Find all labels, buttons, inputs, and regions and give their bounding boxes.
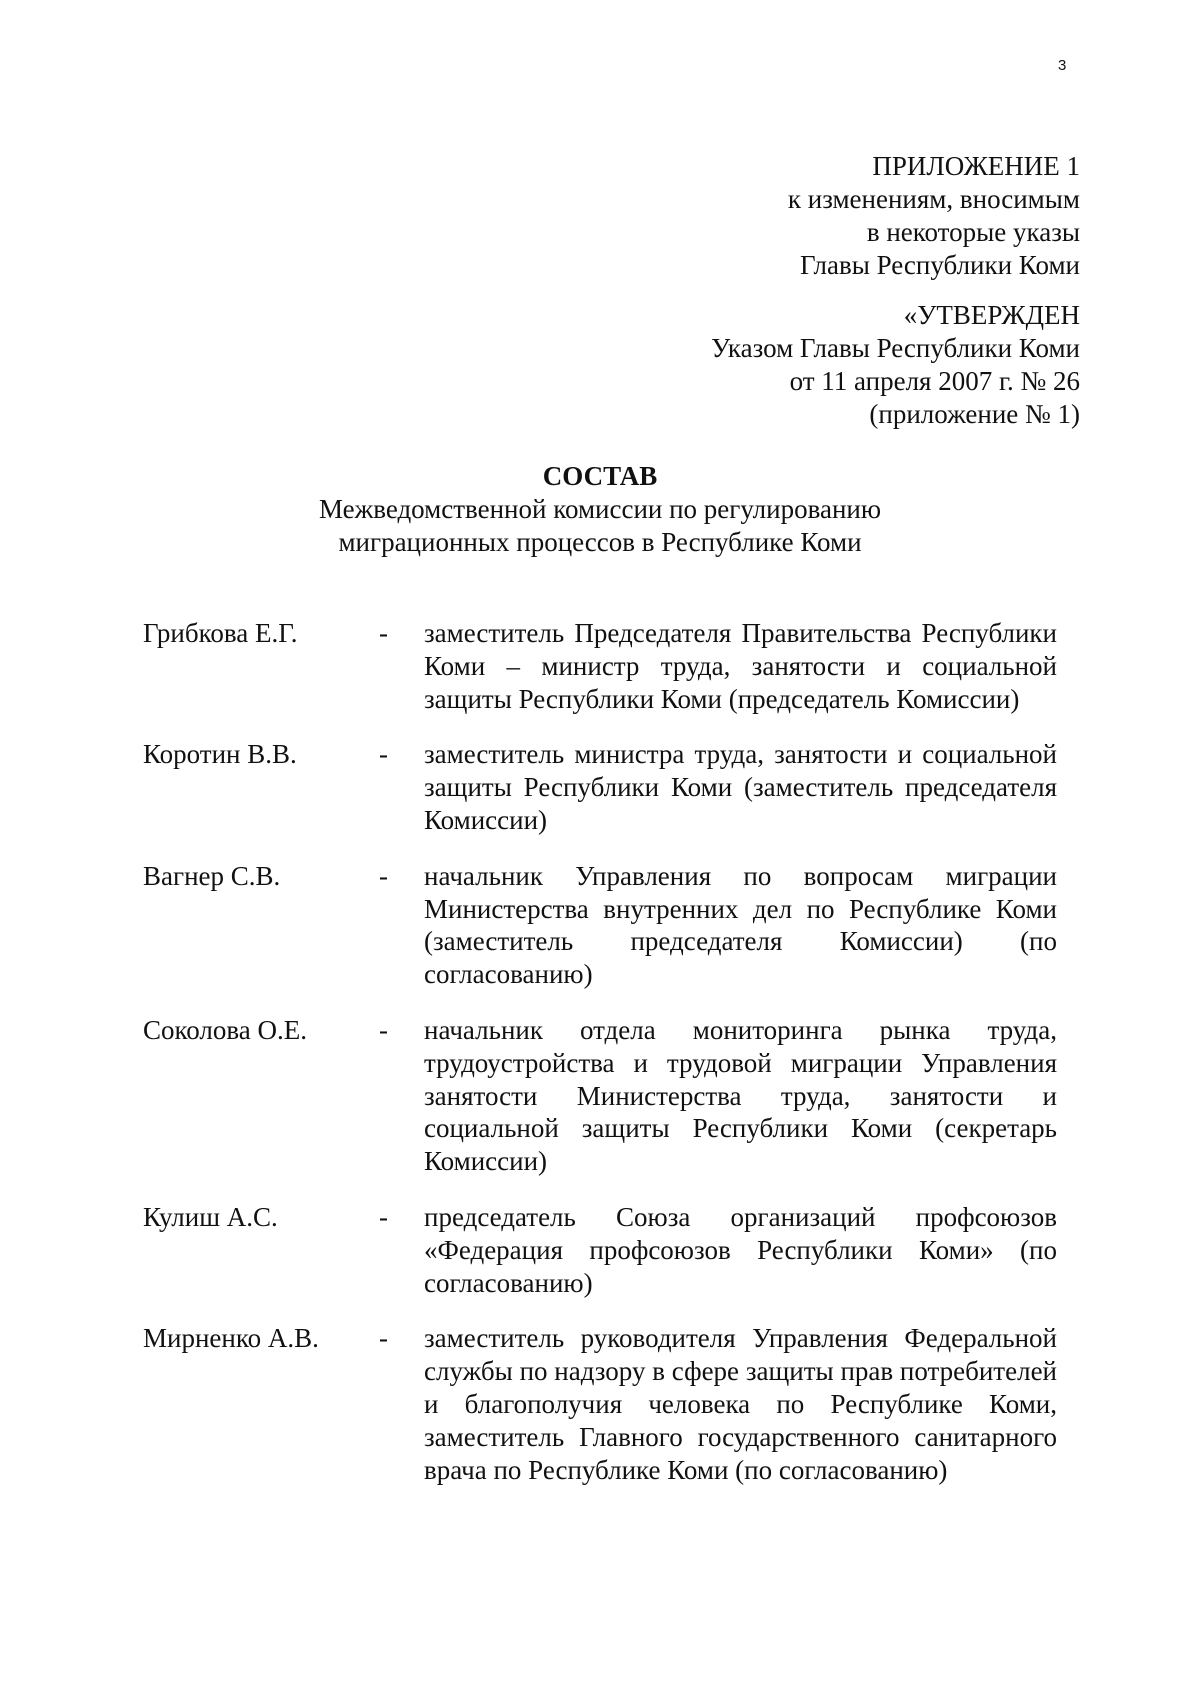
member-dash: - — [379, 739, 388, 770]
approval-title: «УТВЕРЖДЕН — [903, 300, 1080, 330]
member-row — [143, 1014, 1057, 1178]
appendix-block — [788, 150, 1080, 282]
appendix-line: в некоторые указы — [866, 217, 1080, 247]
document-subtitle: Межведомственной комиссии по регулированию — [318, 494, 882, 524]
approval-line: (приложение № 1) — [869, 399, 1080, 429]
member-role: начальник Управления по вопросам миграции Министерства внутренних дел по Республике Коми (заместитель председателя Комиссии) (по согласованию) — [424, 860, 1057, 990]
member-name: Вагнер С.В. — [143, 860, 281, 891]
approval-block — [711, 299, 1080, 431]
member-name: Коротин В.В. — [143, 739, 297, 770]
approval-line: от 11 апреля 2007 г. № 26 — [789, 366, 1080, 396]
member-dash: - — [379, 618, 388, 648]
member-name: Мирненко А.В. — [143, 1323, 319, 1354]
member-row — [143, 617, 1057, 715]
member-name: Соколова О.Е. — [143, 1014, 307, 1045]
member-role: начальник отдела мониторинга рынка труда, трудоустройства и трудовой миграции Управления занятости Министерства труда, занятости и социальной защиты Республики Коми (секретарь Комиссии) — [424, 1014, 1057, 1177]
approval-line: Указом Главы Республики Коми — [711, 333, 1080, 363]
appendix-line: Главы Республики Коми — [799, 250, 1080, 280]
member-name: Кулиш А.С. — [143, 1201, 278, 1232]
member-role: заместитель Председателя Правительства Республики Коми – министр труда, занятости и социальной защиты Республики Коми (председатель Комиссии) — [424, 618, 1057, 714]
member-list — [143, 617, 1057, 1509]
member-role: председатель Союза организаций профсоюзов «Федерация профсоюзов Республики Коми» (по согласованию) — [424, 1201, 1057, 1298]
member-dash: - — [379, 1323, 388, 1354]
member-role: заместитель руководителя Управления Федеральной службы по надзору в сфере защиты прав потребителей и благополучия человека по Республике Коми, заместитель Главного государственного санитарного врача по Республике Коми (по согласованию) — [424, 1323, 1057, 1485]
member-dash: - — [379, 1201, 388, 1232]
appendix-line: к изменениям, вносимым — [787, 184, 1080, 214]
member-row — [143, 860, 1057, 991]
member-dash: - — [379, 1014, 388, 1045]
appendix-title: ПРИЛОЖЕНИЕ 1 — [872, 151, 1080, 181]
member-row — [143, 1322, 1057, 1486]
document-heading — [0, 460, 1200, 559]
document-subtitle: миграционных процессов в Республике Коми — [338, 527, 862, 557]
page-number: 3 — [1058, 57, 1067, 74]
member-dash: - — [379, 860, 388, 891]
member-row — [143, 1201, 1057, 1299]
member-name: Грибкова Е.Г. — [143, 618, 298, 648]
member-row — [143, 738, 1057, 836]
member-role: заместитель министра труда, занятости и социальной защиты Республики Коми (заместитель председателя Комиссии) — [424, 739, 1057, 835]
document-title: СОСТАВ — [542, 461, 658, 491]
